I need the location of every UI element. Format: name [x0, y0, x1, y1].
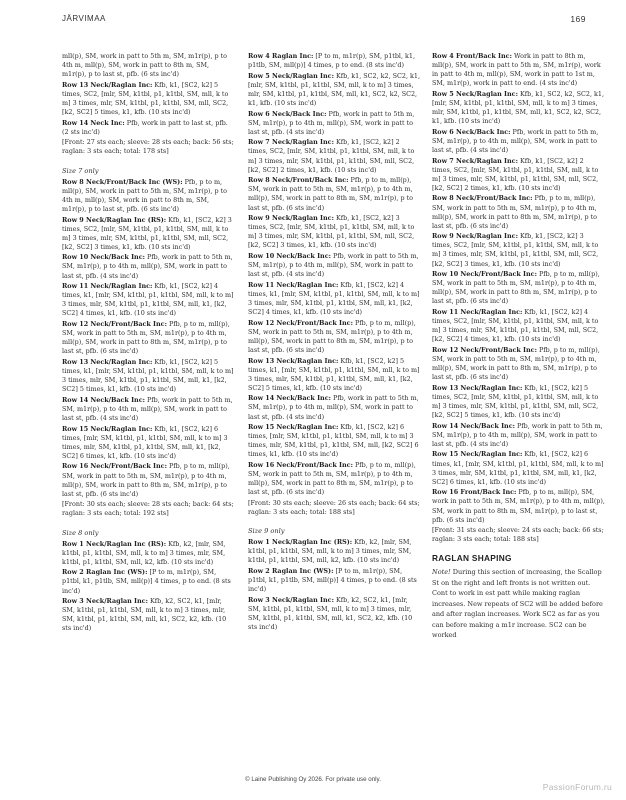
row-text: Pfb, p to m, mll(p), SM, work in patt to 5th m, SM, m1r(p), p to 4th m, mll(p), SM, work in patt to 8th m, SM, m1r(p), p to last st, pfb. (6 sts inc'd) — [432, 345, 600, 382]
row-text: Pfb, work in patt to 5th m, SM, m1r(p), p to 4th m, mll(p), SM, work in patt to last st, pfb. (4 sts inc'd) — [248, 251, 419, 279]
row-heading: Row 4 Raglan Inc: — [248, 52, 314, 60]
row-heading: Row 5 Neck/Raglan Inc: — [248, 71, 334, 80]
row-heading: Row 6 Neck/Back Inc: — [248, 109, 327, 118]
row-heading: Row 14 Neck/Back Inc: — [248, 394, 331, 403]
row-heading: Row 4 Front/Back Inc: — [432, 52, 512, 60]
stitch-summary — [62, 138, 235, 156]
instruction-row — [248, 176, 421, 212]
instruction-row — [62, 119, 235, 137]
row-heading: Row 9 Neck/Raglan Inc (RS): — [62, 215, 167, 224]
row-text: Kfb, k1, [SC2, k2] 4 times, k1, [mlr, SM, k1tbl, p1, k1tbl, SM, mll, k to m] 3 times, mlr, SM, k1tbl, p1, k1tbl, SM, mll, k1, [k2, SC2] 4 times, k1, kfb. (10 sts inc'd) — [62, 282, 234, 318]
row-text: Pfb, work in patt to 5th m, SM, m1r(p), p to 4th m, mll(p), SM, work in patt to last st, pfb. (4 sts inc'd) — [62, 395, 233, 422]
instruction-row — [432, 157, 605, 193]
row-text: [Front: 30 sts each; sleeve: 28 sts each; back: 64 sts; raglan: 3 sts each; total: 192 sts] — [62, 500, 234, 518]
row-text: Kfb, k1, [SC2, k2] 6 times, k1, [mlr, SM, k1tbl, p1, k1tbl, SM, mll, k to m] 3 times, mlr, SM, k1tbl, p1, k1tbl, SM, mll, k1, [k2, SC2] 6 times, k1, kfb. (10 sts inc'd) — [432, 450, 604, 486]
row-heading: Row 3 Neck/Raglan Inc: — [62, 597, 148, 606]
row-text: Kfb, k2, SC2, k1, [mlr, SM, k1tbl, p1, k1tbl, SM, mll, k to m] 3 times, mlr, SM, k1tbl, p1, k1tbl, SM, mll, k1, SC2, k2, kfb. (10 sts inc'd) — [62, 597, 227, 633]
row-heading: Row 16 Front/Back Inc: — [432, 488, 517, 497]
instruction-row — [432, 450, 605, 486]
instruction-row — [62, 462, 235, 498]
row-heading: Row 12 Neck/Front/Back Inc: — [432, 345, 537, 354]
section-heading: RAGLAN SHAPING — [432, 553, 512, 564]
row-text: Work in patt to 8th m, mll(p), SM, work in patt to 5th m, SM, m1r(p), work in patt to 4th m, mll(p), SM, work in patt to 1st m, SM, m1r(p), work in patt to end. (4 sts inc'd) — [432, 52, 601, 88]
copyright-footer: © Laine Publishing Oy 2026. For private use only. — [245, 776, 381, 783]
size-heading: Size 7 only — [62, 166, 99, 175]
row-text: Kfb, k2, [mlr, SM, k1tbl, p1, k1tbl, SM, mll, k to m] 3 times, mlr, SM, k1tbl, p1, k1tbl, SM, mll, k2, kfb. (10 sts inc'd) — [62, 539, 226, 566]
row-heading: Row 13 Neck/Raglan Inc: — [432, 383, 523, 392]
row-text: Pfb, work in patt to 5th m, SM, m1r(p), p to 4th m, mll(p), SM, work in patt to last st, pfb. (4 sts inc'd) — [432, 421, 603, 448]
instruction-row — [248, 423, 421, 459]
instruction-row — [248, 214, 421, 250]
stitch-summary — [432, 526, 605, 544]
row-heading: Row 8 Neck/Front/Back Inc: — [248, 176, 349, 185]
row-heading: Row 13 Neck/Raglan Inc: — [248, 356, 339, 365]
instruction-row — [432, 384, 605, 420]
row-text: Kfb, k1, [SC2, k2] 3 times, SC2, [mlr, SM, k1tbl, p1, k1tbl, SM, mll, k to m] 3 times, mlr, SM, k1tbl, p1, k1tbl, SM, mll, SC2, [k2, SC2] 3 times, k1, kfb. (10 sts inc'd) — [62, 215, 232, 251]
row-text: Kfb, k1, SC2, k2, SC2, k1, [mlr, SM, k1tbl, p1, k1tbl, SM, mll, k to m] 3 times, mlr, SM, k1tbl, p1, k1tbl, SM, mll, k1, SC2, k2, SC2, k1, kfb. (10 sts inc'd) — [432, 89, 605, 126]
instruction-row — [432, 232, 605, 268]
instruction-row — [62, 568, 235, 595]
row-text: Pfb, work in patt to 5th m, SM, m1r(p), p to 4th m, mll(p), SM, work in patt to last st, pfb. (4 sts inc'd) — [248, 109, 415, 136]
row-text: Pfb, p to m, mll(p), SM, work in patt to 5th m, SM, m1r(p), p to 4th m, mll(p), SM, work in patt to 8th m, SM, m1r(p), p to last st, pfb. (6 sts inc'd) — [432, 488, 605, 524]
row-heading: Row 14 Neck/Back Inc: — [432, 421, 515, 430]
row-heading: Row 12 Neck/Front/Back Inc: — [62, 320, 167, 329]
row-heading: Row 15 Neck/Raglan Inc: — [248, 423, 339, 432]
row-text: Kfb, k1, [SC2, k2] 5 times, SC2, [mlr, SM, k1tbl, p1, k1tbl, SM, mll, k to m] 3 times, mlr, SM, k1tbl, p1, k1tbl, SM, mll, SC2, [k2, SC2] 5 times, k1, kfb. (10 sts inc'd) — [62, 80, 229, 117]
row-heading: Row 8 Neck/Front/Back Inc: — [432, 194, 533, 203]
instruction-row — [432, 90, 605, 126]
instruction-row — [248, 596, 421, 632]
instruction-row — [432, 422, 605, 449]
row-heading: Row 8 Neck/Front/Back Inc (WS): — [62, 177, 183, 186]
row-heading: Row 6 Neck/Back Inc: — [432, 127, 511, 136]
instruction-row — [432, 346, 605, 382]
row-text: Kfb, k1, SC2, k2, SC2, k1, [mlr, SM, k1tbl, p1, k1tbl, SM, mll, k to m] 3 times, mlr, SM, k1tbl, p1, k1tbl, SM, mll, k1, SC2, k2, SC2, k1, kfb. (10 sts inc'd) — [248, 71, 421, 107]
row-heading: Row 2 Raglan Inc (WS): — [62, 568, 148, 577]
row-heading: Row 9 Neck/Raglan Inc: — [248, 214, 334, 223]
instruction-row — [432, 52, 605, 88]
row-text: Pfb, p to m, mll(p), SM, work in patt to 5th m, SM, m1r(p), p to 4th m, mll(p), SM, work in patt to 8th m, SM, m1r(p), p to last st, pfb. (6 sts inc'd) — [432, 270, 600, 306]
instruction-row — [248, 110, 421, 137]
row-heading: Row 14 Neck Inc: — [62, 118, 125, 127]
instruction-row — [248, 72, 421, 108]
row-heading: Row 11 Neck/Raglan Inc: — [432, 308, 523, 317]
row-text: Kfb, k1, [SC2, k2] 4 times, SC2, [mlr, SM, k1tbl, p1, k1tbl, SM, mll, k to m] 3 times, mlr, SM, k1tbl, p1, k1tbl, SM, mll, SC2, [k2, SC2] 4 times, k1, kfb. (10 sts inc'd) — [432, 308, 599, 344]
instruction-row — [432, 128, 605, 155]
row-heading: Row 2 Raglan Inc (WS): — [248, 566, 334, 575]
row-heading: Row 1 Neck/Raglan Inc (RS): — [248, 538, 353, 547]
row-text: Kfb, k1, [SC2, k2] 5 times, SC2, [mlr, SM, k1tbl, p1, k1tbl, SM, mll, k to m] 3 times, mlr, SM, k1tbl, p1, k1tbl, SM, mll, SC2, [k2, SC2] 5 times, k1, kfb. (10 sts inc'd) — [432, 383, 599, 420]
row-heading: Row 3 Neck/Raglan Inc: — [248, 595, 334, 604]
stitch-summary — [62, 500, 235, 518]
row-heading: Row 10 Neck/Front/Back Inc: — [432, 270, 537, 279]
column-right — [432, 52, 605, 642]
row-heading: Row 15 Neck/Raglan Inc: — [62, 424, 153, 433]
instruction-row — [248, 357, 421, 393]
row-text: Kfb, k1, [SC2, k2] 3 times, SC2, [mlr, SM, k1tbl, p1, k1tbl, SM, mll, k to m] 3 times, mlr, SM, k1tbl, p1, k1tbl, SM, mll, SC2, [k2, SC2] 3 times, k1, kfb. (10 sts inc'd) — [248, 214, 415, 250]
instruction-row — [248, 567, 421, 594]
stitch-summary — [62, 52, 235, 79]
row-text: Pfb, work in patt to 5th m, SM, m1r(p), p to 4th m, mll(p), SM, work in patt to last st, pfb. (4 sts inc'd) — [248, 394, 419, 421]
instruction-row — [62, 358, 235, 394]
row-text: Kfb, k1, [SC2, k2] 6 times, [mlr, SM, k1tbl, p1, k1tbl, SM, mll, k to m] 3 times, mlr, SM, k1tbl, p1, k1tbl, SM, mll, k1, [k2, SC2] 6 times, k1, kfb. (10 sts inc'd) — [62, 424, 228, 460]
instruction-row — [248, 461, 421, 497]
row-text: Pfb, p to m, mll(p), SM, work in patt to 5th m, SM, m1r(p), p to 4th m, mll(p), SM, work in patt to 8th m, SM, m1r(p), p to last st, pfb. (6 sts inc'd) — [432, 194, 598, 230]
instruction-row — [432, 194, 605, 230]
row-text: Pfb, work in patt to 5th m, SM, m1r(p), p to 4th m, mll(p), SM, work in patt to last st, pfb. (4 sts inc'd) — [62, 253, 233, 280]
instruction-row — [248, 281, 421, 317]
note-text: During this section of increasing, the Scallop St on the right and left fronts is not written out. Cont to work in est patt while making raglan increases. New repeats of SC2 will be added before and after raglan increases. Work SC2 as far as you can before making a m1r increase. SC2 can be worked — [432, 568, 603, 640]
site-watermark: PassionForum.ru — [542, 782, 612, 792]
instruction-row — [248, 538, 421, 565]
size-heading: Size 8 only — [62, 528, 99, 537]
row-heading: Row 13 Neck/Raglan Inc: — [62, 80, 153, 89]
row-heading: Row 16 Neck/Front/Back Inc: — [62, 462, 167, 471]
instruction-row — [62, 81, 235, 117]
note-paragraph — [432, 567, 605, 641]
row-heading: Row 7 Neck/Raglan Inc: — [248, 138, 334, 147]
row-heading: Row 15 Neck/Raglan Inc: — [432, 450, 523, 459]
row-heading: Row 11 Neck/Raglan Inc: — [62, 282, 153, 291]
instruction-row — [248, 138, 421, 174]
instruction-row — [62, 396, 235, 423]
row-text: Pfb, work in patt to last st, pfb. (2 sts inc'd) — [62, 118, 228, 136]
row-heading: Row 5 Neck/Raglan Inc: — [432, 89, 518, 98]
row-heading: Row 14 Neck/Back Inc: — [62, 395, 145, 404]
row-text: Kfb, k1, [SC2, k2] 2 times, SC2, [mlr, SM, k1tbl, p1, k1tbl, SM, mll, k to m] 3 times, mlr, SM, k1tbl, p1, k1tbl, SM, mll, SC2, [k2, SC2] 2 times, k1, kfb. (10 sts inc'd) — [432, 156, 599, 192]
instruction-row — [248, 394, 421, 421]
row-text: Kfb, k1, [SC2, k2] 4 times, k1, [mlr, SM, k1tbl, p1, k1tbl, SM, mll, k to m] 3 times, mlr, SM, k1tbl, p1, k1tbl, SM, mll, k1, [k2, SC2] 4 times, k1, kfb. (10 sts inc'd) — [248, 280, 420, 317]
instruction-row — [62, 597, 235, 633]
row-text: Kfb, k1, [SC2, k2] 5 times, k1, [mlr, SM, k1tbl, p1, k1tbl, SM, mll, k to m] 3 times, mlr, SM, k1tbl, p1, k1tbl, SM, mll, k1, [k2, SC2] 5 times, k1, kfb. (10 sts inc'd) — [248, 356, 420, 392]
page-number: 169 — [570, 14, 586, 24]
row-text: mll(p), SM, work in patt to 5th m, SM, m1r(p), p to 4th m, mll(p), SM, work in patt to 8th m, SM, m1r(p), p to last st, pfb. (6 sts inc'd) — [62, 52, 228, 79]
page-header — [62, 14, 586, 28]
row-heading: Row 9 Neck/Raglan Inc: — [432, 232, 518, 241]
instruction-row — [62, 282, 235, 318]
row-heading: Row 16 Neck/Front/Back Inc: — [248, 461, 353, 470]
row-text: Kfb, k1, [SC2, k2] 5 times, k1, [mlr, SM, k1tbl, p1, k1tbl, SM, mll, k to m] 3 times, mlr, SM, k1tbl, p1, k1tbl, SM, mll, k1, [k2, SC2] 5 times, k1, kfb. (10 sts inc'd) — [62, 357, 234, 394]
column-middle — [248, 52, 421, 634]
row-text: Pfb, p to m, mll(p), SM, work in patt to 5th m, SM, m1r(p), p to 4th m, mll(p), SM, work in patt to 8th m, SM, m1r(p), p to last st, pfb. (6 sts inc'd) — [248, 176, 414, 212]
row-text: [Front: 27 sts each; sleeve: 28 sts each; back: 56 sts; raglan: 3 sts each; total: 178 sts] — [62, 138, 234, 156]
row-text: Pfb, p to m, mll(p), SM, work in patt to 5th m, SM, m1r(p), p to 4th m, mll(p), SM, work in patt to 8th m, SM, m1r(p), p to last st, pfb. (6 sts inc'd) — [248, 318, 416, 354]
row-text: [P to m, m1r(p), SM, p1tbl, k1, p1tlb, SM, mll(p)] 4 times, p to end. (8 sts inc'd) — [248, 52, 415, 70]
row-heading: Row 1 Neck/Raglan Inc (RS): — [62, 539, 167, 548]
instruction-row — [62, 540, 235, 567]
row-text: [Front: 31 sts each; sleeve: 24 sts each; back: 66 sts; raglan: 3 sts each; total: 188 sts] — [432, 526, 604, 544]
instruction-row — [248, 252, 421, 279]
instruction-row — [432, 308, 605, 344]
row-text: Pfb, p to m, mll(p), SM, work in patt to 5th m, SM, m1r(p), p to 4th m, mll(p), SM, work in patt to 8th m, SM, m1r(p), p to last st, pfb. (6 sts inc'd) — [62, 320, 230, 356]
row-text: Kfb, k2, [mlr, SM, k1tbl, p1, k1tbl, SM, mll, k to m] 3 times, mlr, SM, k1tbl, p1, k1tbl, SM, mll, k2, kfb. (10 sts inc'd) — [248, 538, 412, 565]
row-text: Kfb, k1, [SC2, k2] 2 times, SC2, [mlr, SM, k1tbl, p1, k1tbl, SM, mll, k to m] 3 times, mlr, SM, k1tbl, p1, k1tbl, SM, mll, SC2, [k2, SC2] 2 times, k1, kfb. (10 sts inc'd) — [248, 138, 415, 174]
row-text: [Front: 30 sts each; sleeve: 26 sts each; back: 64 sts; raglan: 3 sts each; total: 188 sts] — [248, 498, 420, 516]
row-text: Pfb, p to m, mll(p), SM, work in patt to 5th m, SM, m1r(p), p to 4th m, mll(p), SM, work in patt to 8th m, SM, m1r(p), p to last st, pfb. (6 sts inc'd) — [62, 462, 230, 498]
row-text: [P to m, m1r(p), SM, p1tbl, k1, p1tlb, SM, mll(p)] 4 times, p to end. (8 sts inc'd) — [248, 566, 417, 594]
row-text: Pfb, p to m, mll(p), SM, work in patt to 5th m, SM, m1r(p), p to 4th m, mll(p), SM, work in patt to 8th m, SM, m1r(p), p to last st, pfb. (6 sts inc'd) — [62, 177, 228, 213]
instruction-row — [62, 425, 235, 461]
column-left — [62, 52, 235, 635]
row-heading: Row 10 Neck/Back Inc: — [248, 251, 331, 260]
instruction-row — [432, 270, 605, 306]
instruction-row — [248, 319, 421, 355]
row-heading: Row 12 Neck/Front/Back Inc: — [248, 318, 353, 327]
row-heading: Row 11 Neck/Raglan Inc: — [248, 280, 339, 289]
running-title: JÄRVIMAA — [62, 14, 106, 23]
row-text: Pfb, p to m, mll(p), SM, work in patt to 5th m, SM, m1r(p), p to 4th m, mll(p), SM, work in patt to 8th m, SM, m1r(p), p to last st, pfb. (6 sts inc'd) — [248, 461, 416, 497]
instruction-row — [62, 253, 235, 280]
size-heading: Size 9 only — [248, 527, 285, 536]
row-heading: Row 10 Neck/Back Inc: — [62, 253, 145, 262]
row-heading: Row 7 Neck/Raglan Inc: — [432, 156, 518, 165]
instruction-row — [62, 320, 235, 356]
row-text: Kfb, k2, SC2, k1, [mlr, SM, k1tbl, p1, k1tbl, SM, mll, k to m] 3 times, mlr, SM, k1tbl, p1, k1tbl, SM, mll, k1, SC2, k2, kfb. (10 sts inc'd) — [248, 595, 413, 632]
row-text: Kfb, k1, [SC2, k2] 3 times, SC2, [mlr, SM, k1tbl, p1, k1tbl, SM, mll, k to m] 3 times, mlr, SM, k1tbl, p1, k1tbl, SM, mll, SC2, [k2, SC2] 3 times, k1, kfb. (10 sts inc'd) — [432, 232, 599, 268]
stitch-summary — [248, 499, 421, 517]
instruction-row — [62, 178, 235, 214]
note-label: Note! — [432, 568, 451, 577]
row-text: Kfb, k1, [SC2, k2] 6 times, [mlr, SM, k1tbl, p1, k1tbl, SM, mll, k to m] 3 times, mlr, SM, k1tbl, p1, k1tbl, SM, mll, [k2, SC2] 6 times, k1, kfb. (10 sts inc'd) — [248, 423, 419, 459]
row-heading: Row 13 Neck/Raglan Inc: — [62, 357, 153, 366]
instruction-row — [432, 488, 605, 524]
instruction-row — [62, 216, 235, 252]
row-text: Pfb, work in patt to 5th m, SM, m1r(p), p to 4th m, mll(p), SM, work in patt to last st, pfb. (4 sts inc'd) — [432, 127, 599, 154]
instruction-row — [248, 52, 421, 70]
row-text: [P to m, m1r(p), SM, p1tbl, k1, p1tlb, SM, mll(p)] 4 times, p to end. (8 sts inc'd) — [62, 568, 231, 595]
